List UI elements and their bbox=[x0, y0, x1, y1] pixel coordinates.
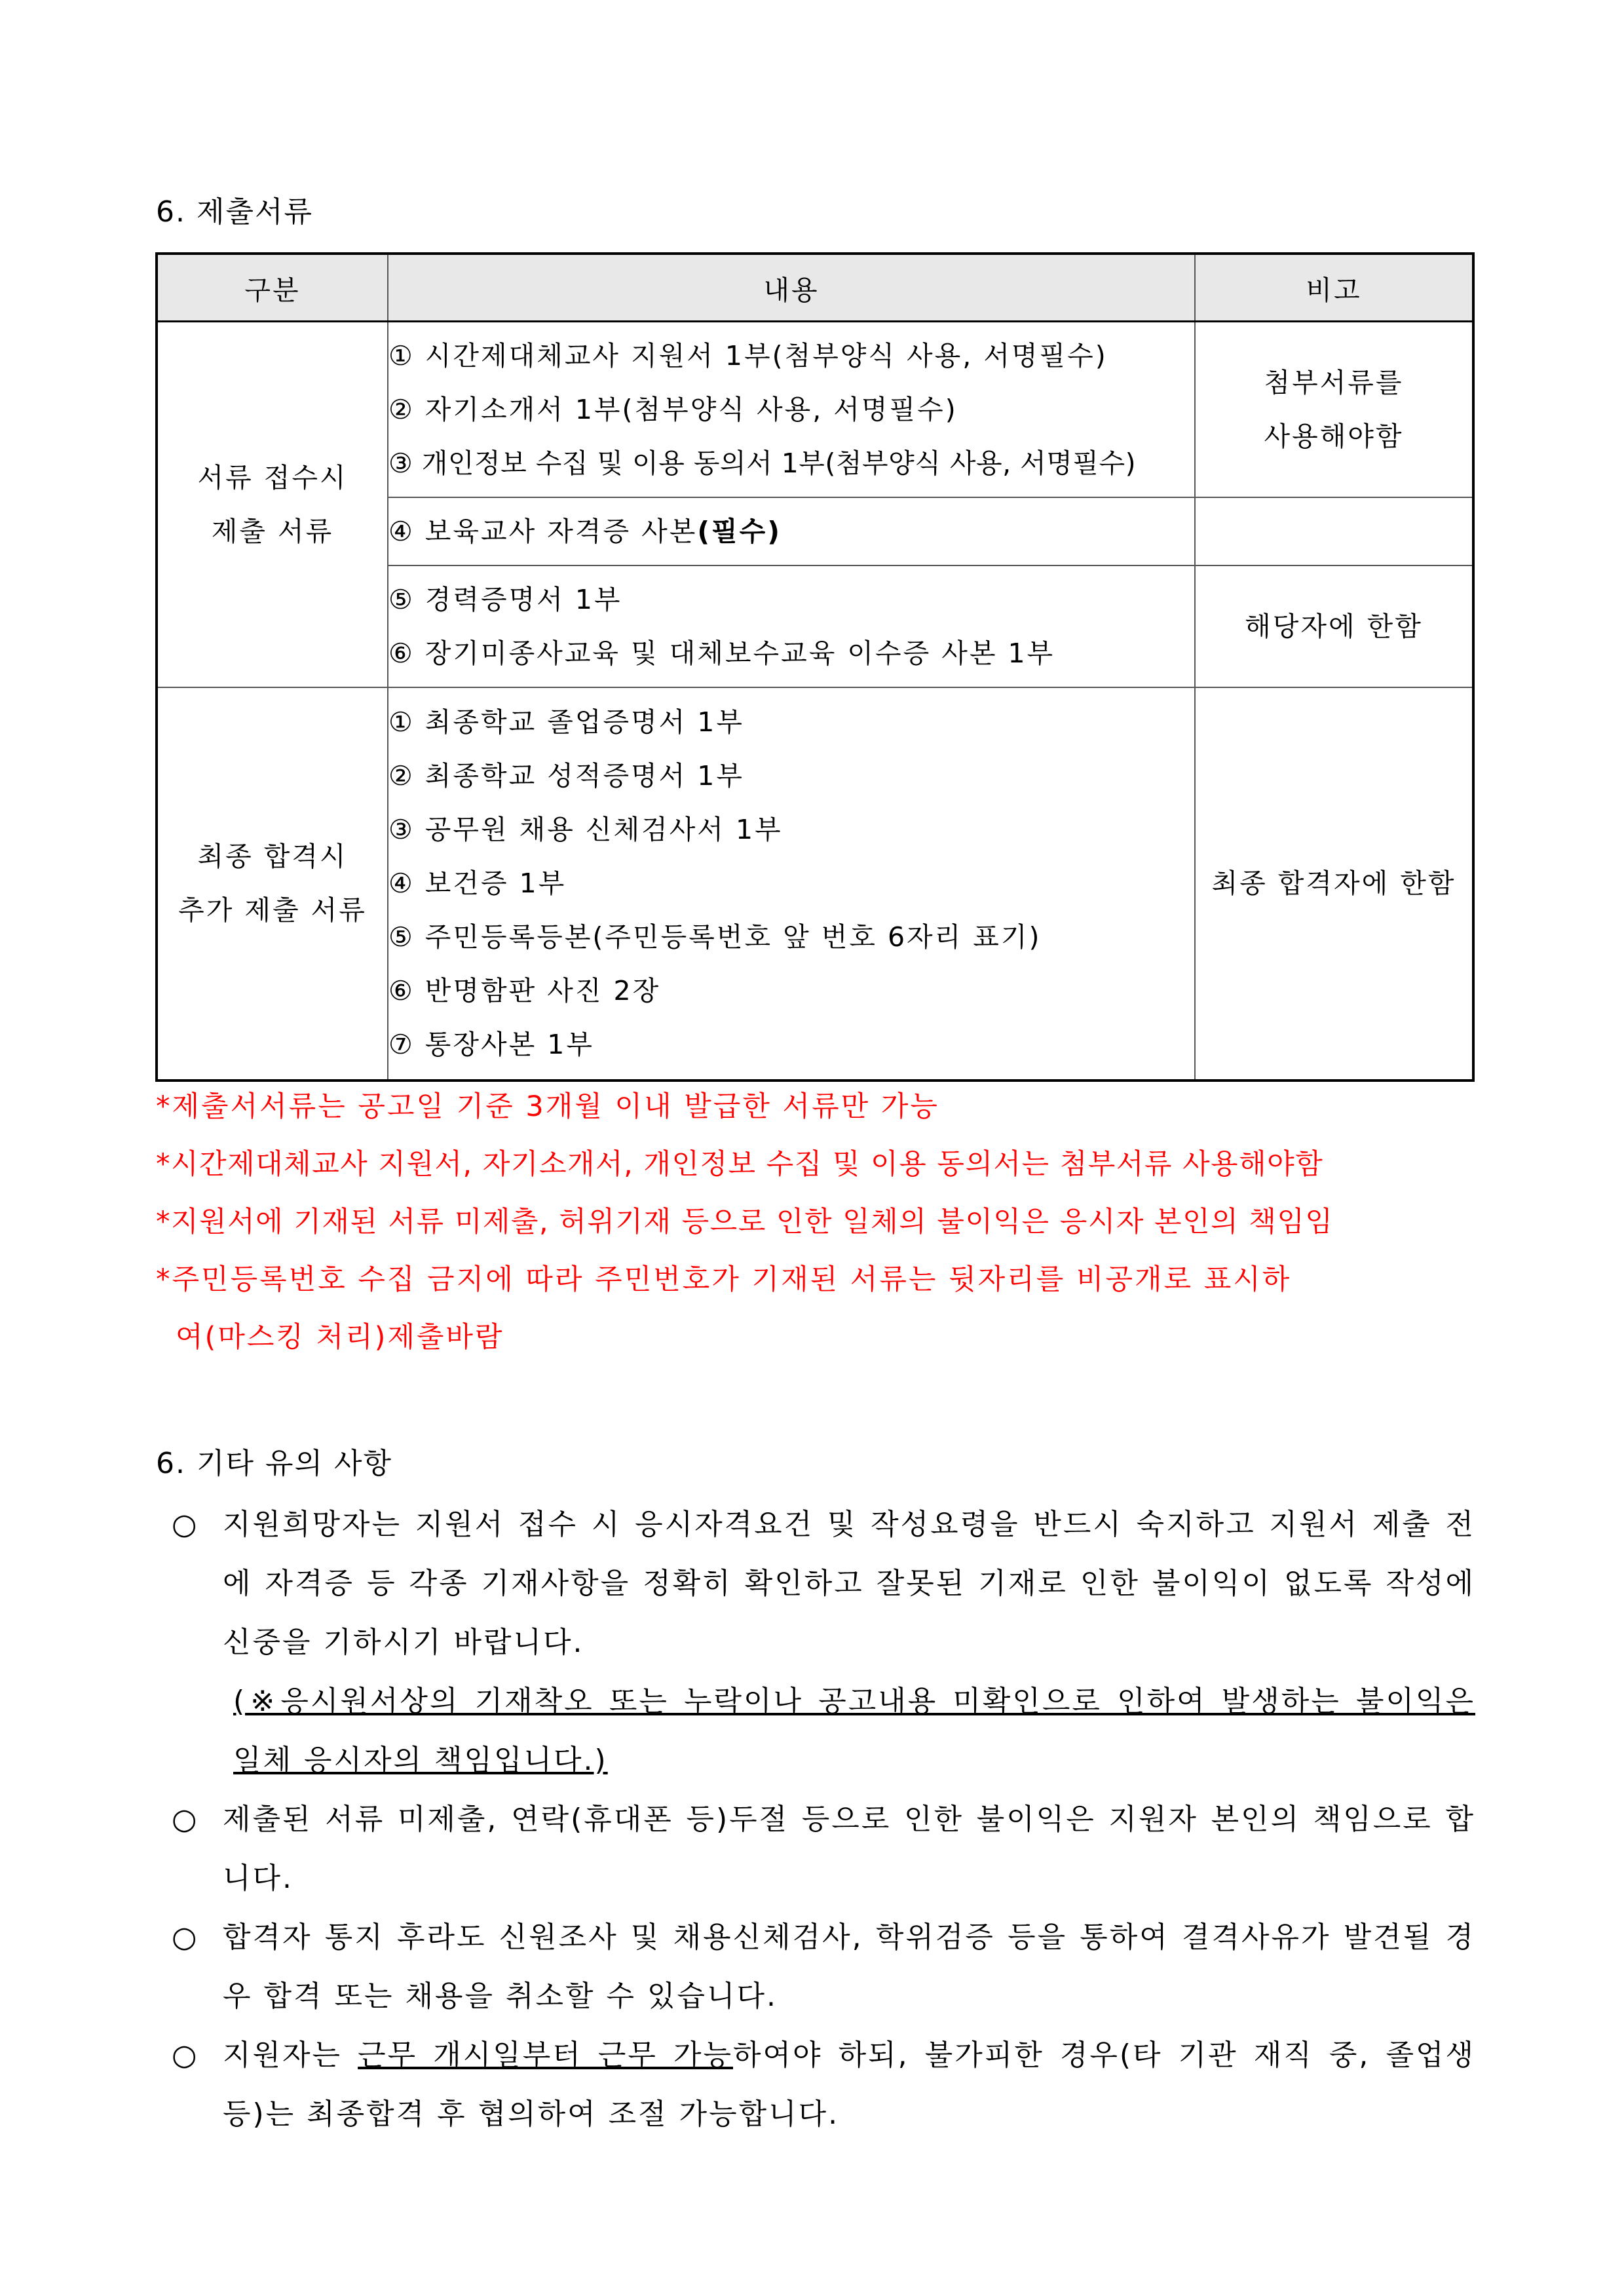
content-cell bbox=[388, 497, 1195, 565]
note-cell bbox=[1195, 497, 1473, 565]
content-cell bbox=[388, 322, 1195, 497]
note-cell: 해당자에 한함 bbox=[1195, 565, 1473, 687]
note-line: *지원서에 기재된 서류 미제출, 허위기재 등으로 인한 일체의 불이익은 응시자 본인의 책임임 bbox=[156, 1206, 1334, 1238]
list-item: ④ 보건증 1부 bbox=[388, 868, 567, 899]
underlined-text: 근무 개시일부터 근무 가능 bbox=[358, 2038, 733, 2072]
header-category: 구분 bbox=[157, 254, 388, 322]
note-line: *제출서서류는 공고일 기준 3개월 이내 발급한 서류만 가능 bbox=[156, 1090, 939, 1123]
table-header-row bbox=[157, 254, 1473, 322]
notes-list bbox=[172, 1495, 1475, 2144]
list-item: ⑤ 주민등록등본(주민등록번호 앞 번호 6자리 표기) bbox=[388, 921, 1042, 953]
note-cell: 최종 합격자에 한함 bbox=[1195, 687, 1473, 1081]
circle-bullet-icon: ○ bbox=[172, 1803, 199, 1836]
list-item: ○ 합격자 통지 후라도 신원조사 및 채용신체검사, 학위검증 등을 통하여 결격사유가 발견될 경우 합격 또는 채용을 취소할 수 있습니다. bbox=[172, 1908, 1475, 2026]
emphasis-note: (※응시원서상의 기재착오 또는 누락이나 공고내용 미확인으로 인하여 발생하는 불이익은 일체 응시자의 책임입니다.) bbox=[233, 1685, 1475, 1777]
list-item: ② 최종학교 성적증명서 1부 bbox=[388, 760, 744, 792]
circle-bullet-icon: ○ bbox=[172, 2038, 199, 2072]
list-item: ④ 보육교사 자격증 사본(필수) bbox=[388, 515, 782, 547]
list-item: ① 최종학교 졸업증명서 1부 bbox=[388, 706, 744, 738]
note-cell: 첨부서류를 사용해야함 bbox=[1195, 322, 1473, 497]
list-item: ○ 지원희망자는 지원서 접수 시 응시자격요건 및 작성요령을 반드시 숙지하고 지원서 제출 전에 자격증 등 각종 기재사항을 정확히 확인하고 잘못된 기재로 인한 불이익이 없도록 작성에 신중을 기하시기 바랍니다. (※응시원서상의 기재착오 또는 누락이나 공고내용 미확인으로 인하여 발생하는 불이익은 일체 응시자의 책임입니다.) bbox=[172, 1495, 1475, 1790]
list-item: ⑦ 통장사본 1부 bbox=[388, 1029, 594, 1060]
list-item: ⑥ 반명함판 사진 2장 bbox=[388, 975, 661, 1006]
table-row bbox=[157, 687, 1473, 1081]
table-row bbox=[157, 322, 1473, 497]
category-final: 최종 합격시 추가 제출 서류 bbox=[157, 687, 388, 1081]
header-content: 내용 bbox=[388, 254, 1195, 322]
list-item: ○ 제출된 서류 미제출, 연락(휴대폰 등)두절 등으로 인한 불이익은 지원자 본인의 책임으로 합니다. bbox=[172, 1790, 1475, 1908]
red-notes bbox=[156, 1078, 1474, 1366]
section-title-notes: 6. 기타 유의 사항 bbox=[156, 1447, 392, 1480]
category-application: 서류 접수시 제출 서류 bbox=[157, 322, 388, 687]
section-title-documents: 6. 제출서류 bbox=[156, 195, 313, 229]
list-item: ⑥ 장기미종사교육 및 대체보수교육 이수증 사본 1부 bbox=[388, 637, 1055, 669]
list-item: ③ 개인정보 수집 및 이용 동의서 1부(첨부양식 사용, 서명필수) bbox=[388, 447, 1137, 479]
required-mark: (필수) bbox=[697, 515, 782, 547]
note-line: *주민등록번호 수집 금지에 따라 주민번호가 기재된 서류는 뒷자리를 비공개로 표시하 bbox=[156, 1263, 1292, 1296]
circle-bullet-icon: ○ bbox=[172, 1508, 199, 1541]
circle-bullet-icon: ○ bbox=[172, 1921, 199, 1954]
list-item: ⑤ 경력증명서 1부 bbox=[388, 583, 622, 615]
content-cell bbox=[388, 687, 1195, 1081]
header-note: 비고 bbox=[1195, 254, 1473, 322]
list-item: ② 자기소개서 1부(첨부양식 사용, 서명필수) bbox=[388, 393, 958, 425]
list-item: ③ 공무원 채용 신체검사서 1부 bbox=[388, 814, 783, 845]
list-item: ① 시간제대체교사 지원서 1부(첨부양식 사용, 서명필수) bbox=[388, 339, 1108, 372]
content-cell bbox=[388, 565, 1195, 687]
note-line: *시간제대체교사 지원서, 자기소개서, 개인정보 수집 및 이용 동의서는 첨부서류 사용해야함 bbox=[156, 1148, 1324, 1181]
list-item: ○ 지원자는 근무 개시일부터 근무 가능하여야 하되, 불가피한 경우(타 기관 재직 중, 졸업생 등)는 최종합격 후 협의하여 조절 가능합니다. bbox=[172, 2026, 1475, 2144]
documents-table bbox=[155, 252, 1475, 1082]
note-line: 여(마스킹 처리)제출바람 bbox=[176, 1321, 504, 1354]
